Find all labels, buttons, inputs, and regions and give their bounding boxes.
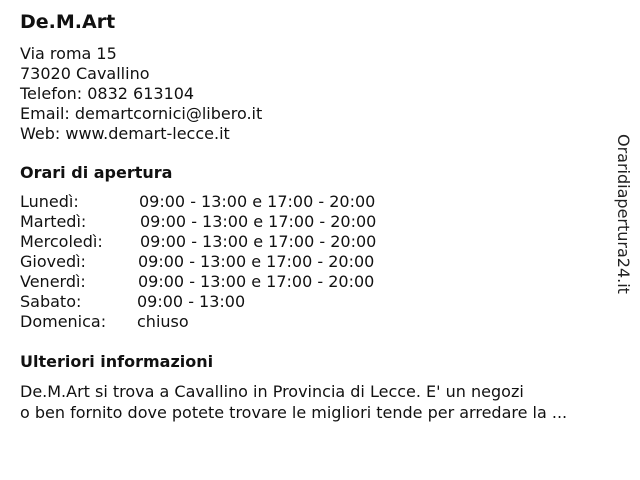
day-label: Sabato: — [20, 292, 82, 311]
time-value: 09:00 - 13:00 e 17:00 - 20:00 — [138, 272, 375, 291]
hours-row-sunday — [20, 312, 615, 332]
hours-row-wednesday — [20, 232, 615, 252]
email-address: Email: demartcornici@libero.it — [20, 104, 263, 123]
website: Web: www.demart-lecce.it — [20, 124, 230, 143]
site-watermark — [612, 134, 634, 309]
address-city: 73020 Cavallino — [20, 64, 150, 83]
opening-hours-heading: Orari di apertura — [20, 163, 173, 182]
time-value: 09:00 - 13:00 e 17:00 - 20:00 — [139, 192, 376, 211]
day-label: Martedì: — [20, 212, 87, 231]
business-card — [20, 10, 615, 423]
hours-row-monday — [20, 192, 615, 212]
day-label: Mercoledì: — [20, 232, 103, 251]
more-info-line: De.M.Art si trova a Cavallino in Provincia di Lecce. E' un negozi — [20, 382, 524, 401]
hours-row-saturday — [20, 292, 615, 312]
day-label: Lunedì: — [20, 192, 79, 211]
watermark-text: Oraridiapertura24.it — [614, 134, 633, 294]
time-value: 09:00 - 13:00 e 17:00 - 20:00 — [138, 252, 375, 271]
time-value: chiuso — [137, 312, 189, 331]
more-info-text — [20, 381, 615, 423]
opening-hours-table — [20, 192, 615, 332]
day-label: Venerdì: — [20, 272, 86, 291]
day-label: Giovedì: — [20, 252, 86, 271]
more-info-line: o ben fornito dove potete trovare le migliori tende per arredare la ... — [20, 403, 568, 422]
day-label: Domenica: — [20, 312, 107, 331]
more-info-heading: Ulteriori informazioni — [20, 352, 214, 371]
business-name: De.M.Art — [20, 11, 116, 33]
time-value: 09:00 - 13:00 — [137, 292, 246, 311]
time-value: 09:00 - 13:00 e 17:00 - 20:00 — [140, 212, 377, 231]
hours-row-thursday — [20, 252, 615, 272]
hours-row-friday — [20, 272, 615, 292]
time-value: 09:00 - 13:00 e 17:00 - 20:00 — [140, 232, 377, 251]
contact-block — [20, 44, 615, 144]
phone-number: Telefon: 0832 613104 — [20, 84, 195, 103]
hours-row-tuesday — [20, 212, 615, 232]
address-street: Via roma 15 — [20, 44, 117, 63]
